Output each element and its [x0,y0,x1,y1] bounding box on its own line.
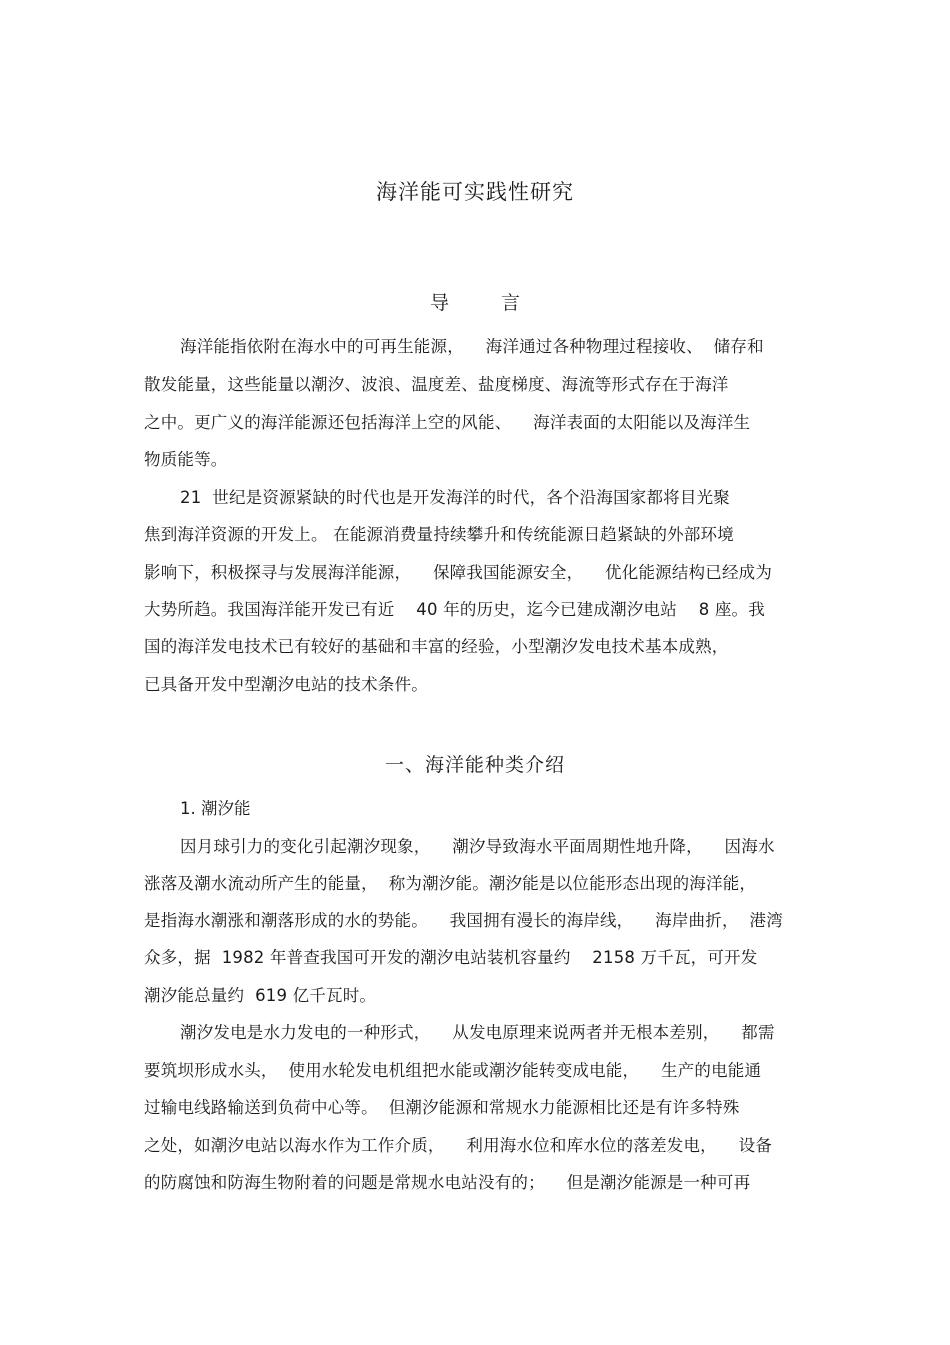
intro-heading-char-2: 言 [501,292,521,314]
intro-p1-line-2: 散发能量，这些能量以潮汐、波浪、温度差、盐度梯度、海流等形式存在于海洋 [144,375,729,394]
sec1-p1-line-4: 众多，据 1982 年普查我国可开发的潮汐电站装机容量约 2158 万千瓦，可开发 [144,948,758,967]
sec1-p1-line-3: 是指海水潮涨和潮落形成的水的势能。 我国拥有漫长的海岸线， 海岸曲折， 港湾 [144,911,783,930]
sec1-p1-line-5: 潮汐能总量约 619 亿千瓦时。 [144,986,377,1005]
sec1-p1-line-2: 涨落及潮水流动所产生的能量， 称为潮汐能。潮汐能是以位能形态出现的海洋能， [144,874,757,893]
sec1-p2-line-4: 之处，如潮汐电站以海水作为工作介质， 利用海水位和库水位的落差发电， 设备 [144,1136,773,1155]
sec1-p2-line-5: 的防腐蚀和防海生物附着的问题是常规水电站没有的； 但是潮汐能源是一种可再 [144,1173,751,1192]
intro-p2-line-2: 焦到海洋资源的开发上。 在能源消费量持续攀升和传统能源日趋紧缺的外部环境 [144,525,734,544]
intro-p2-line-1: 21 世纪是资源紧缺的时代也是开发海洋的时代，各个沿海国家都将目光聚 [180,488,730,507]
sec1-p2-line-3: 过输电线路输送到负荷中心等。 但潮汐能源和常规水力能源相比还是有许多特殊 [144,1098,740,1117]
intro-p1-line-4: 物质能等。 [144,450,228,469]
section-1-heading: 一、海洋能种类介绍 [384,754,565,776]
sec1-p1-line-1: 因月球引力的变化引起潮汐现象， 潮汐导致海水平面周期性地升降， 因海水 [180,837,775,856]
intro-p2-line-6: 已具备开发中型潮汐电站的技术条件。 [144,675,428,694]
intro-p1-line-1: 海洋能指依附在海水中的可再生能源， 海洋通过各种物理过程接收、 储存和 [180,337,764,356]
intro-heading [0,288,950,318]
document-title: 海洋能可实践性研究 [376,180,574,204]
intro-p2-line-4: 大势所趋。我国海洋能开发已有近 40 年的历史，迄今已建成潮汐电站 8 座。我 [144,600,765,619]
intro-p2-line-3: 影响下，积极探寻与发展海洋能源， 保障我国能源安全， 优化能源结构已经成为 [144,563,773,582]
intro-p1-line-3: 之中。更广义的海洋能源还包括海洋上空的风能、 海洋表面的太阳能以及海洋生 [144,413,751,432]
sec1-p2-line-2: 要筑坝形成水头， 使用水轮发电机组把水能或潮汐能转变成电能， 生产的电能通 [144,1061,762,1080]
section-1-subheading: 1. 潮汐能 [180,799,251,818]
sec1-p2-line-1: 潮汐发电是水力发电的一种形式， 从发电原理来说两者并无根本差别， 都需 [180,1023,775,1042]
intro-heading-char-1: 导 [429,292,449,314]
intro-p2-line-5: 国的海洋发电技术已有较好的基础和丰富的经验，小型潮汐发电技术基本成熟， [144,637,729,656]
